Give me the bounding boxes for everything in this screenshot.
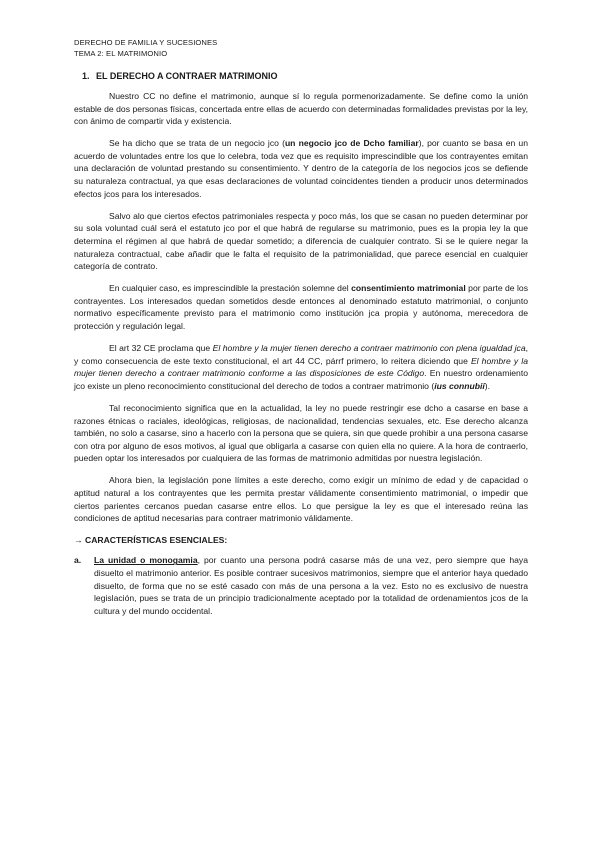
paragraph-constitution <box>74 342 528 392</box>
characteristics-heading: → CARACTERÍSTICAS ESENCIALES: <box>74 535 228 546</box>
text-run: . En nuestro ordenamiento jco existe un pleno reconocimiento constitucional del derecho de todos a contraer matrimonio ( <box>74 368 529 391</box>
text-run: El art 32 CE proclama que <box>109 343 213 354</box>
header-course: DERECHO DE FAMILIA Y SUCESIONES <box>74 38 218 47</box>
bold-term: un negocio jco de Dcho familiar <box>284 138 419 149</box>
italic-quote: El hombre y la mujer tienen derecho a contraer matrimonio con plena igualdad jca <box>212 343 526 354</box>
list-marker: a. <box>74 555 82 566</box>
paragraph-recognition: Tal reconocimiento significa que en la actualidad, la ley no puede restringir ese dcho a casarse en base a razones étnicas o raciales, ideológicas, religiosas, de nacionalidad, tendencias sexuales, etc. Ese derecho alcanza también, no solo a casarse, sino a hacerlo con la persona que se quiera, sin que quede prohibir a una persona casarse con otra por alguno de esos motivos, al igual que obligarla a casarse con quien ella no quiere. A la hora de contraerlo, pueden optar los interesados por cualquiera de las formas de matrimonio admitidas por nuestra legislación. <box>74 402 528 464</box>
text-run: ), por cuanto se basa en un acuerdo de voluntades entre los que lo celebra, toda vez que es requisito imprescindible que los contrayentes emitan una declaración de voluntad prestando su consentimiento. Y dentro de la categoría de los negocios jcos se defiende su naturaleza contractual, ya que esas declaraciones de voluntad coincidentes tienden a producir unos determinados efectos jcos para los interesados. <box>74 138 528 199</box>
section-heading <box>82 70 528 82</box>
text-run: , y como consecuencia de este texto constitucional, el art 44 CC, párrf primero, lo reitera diciendo que <box>74 343 528 366</box>
document-body <box>74 70 528 625</box>
text-run: por parte de los contrayentes. Los interesados quedan sometidos desde entonces al denominado estatuto matrimonial, o conjunto normativo específicamente previsto para el matrimonio como institución jca propia y autónoma, merecedora de protección y regulación legal. <box>74 283 528 331</box>
paragraph-consent <box>74 282 528 332</box>
bold-term: consentimiento matrimonial <box>351 283 466 294</box>
text-run: ). <box>484 380 491 391</box>
text-run: En cualquier caso, es imprescindible la prestación solemne del <box>109 283 352 294</box>
paragraph-definition: Nuestro CC no define el matrimonio, aunque sí lo regula pormenorizadamente. Se define como la unión estable de dos personas físicas, concertada entre ellas de acuerdo con determinadas formalidades previstas por la ley, con ánimo de compartir vida y existencia. <box>74 91 528 127</box>
section-number: 1. <box>82 71 90 81</box>
list-item-text: , por cuanto una persona podrá casarse más de una vez, pero siempre que haya disuelto el matrimonio anterior. Es posible contraer sucesivos matrimonios, siempre que el anterior haya quedado disuelto, de forma que no se esté casado con más de una persona a la vez. Esto no es exclusivo de nuestra legislación, pues se trata de un principio tradicionalmente aceptado por la totalidad de ordenamientos jcos de la cultura y del mundo occidental. <box>94 555 528 616</box>
list-item <box>74 554 528 617</box>
underlined-term: La unidad o monogamia <box>94 555 198 566</box>
header-topic: TEMA 2: EL MATRIMONIO <box>74 49 168 58</box>
italic-quote: El hombre y la mujer tienen derecho a contraer matrimonio conforme a las disposiciones de este Código <box>74 355 528 379</box>
text-run: Se ha dicho que se trata de un negocio jco ( <box>109 138 285 149</box>
paragraph-legal-nature <box>74 137 528 200</box>
paragraph-patrimonial-effects: Salvo alo que ciertos efectos patrimoniales respecta y poco más, los que se casan no pueden determinar por su sola voluntad cuál será el estatuto jco por el que habrá de regularse su matrimonio, pues es la propia ley la que determina el régimen al que habrá de quedar sometido; a diferencia de cualquier contrato. Si se le quiere negar la naturaleza contractual, cabe añadir que le falta el requisito de la patrimonialidad, que parece esencial en cualquier categoría de contrato. <box>74 210 528 272</box>
section-title: EL DERECHO A CONTRAER MATRIMONIO <box>96 71 278 81</box>
bold-italic-term: ius connubii <box>434 380 485 391</box>
paragraph-limits: Ahora bien, la legislación pone límites a este derecho, como exigir un mínimo de edad y de capacidad o aptitud natural a los contrayentes que les permita prestar válidamente consentimiento matrimonial, o impedir que ciertos parientes cercanos puedan casarse entre ellos. Lo que persigue la ley es que el interesado reúna las condiciones de aptitud necesarias para contraer matrimonio válidamente. <box>74 475 528 524</box>
